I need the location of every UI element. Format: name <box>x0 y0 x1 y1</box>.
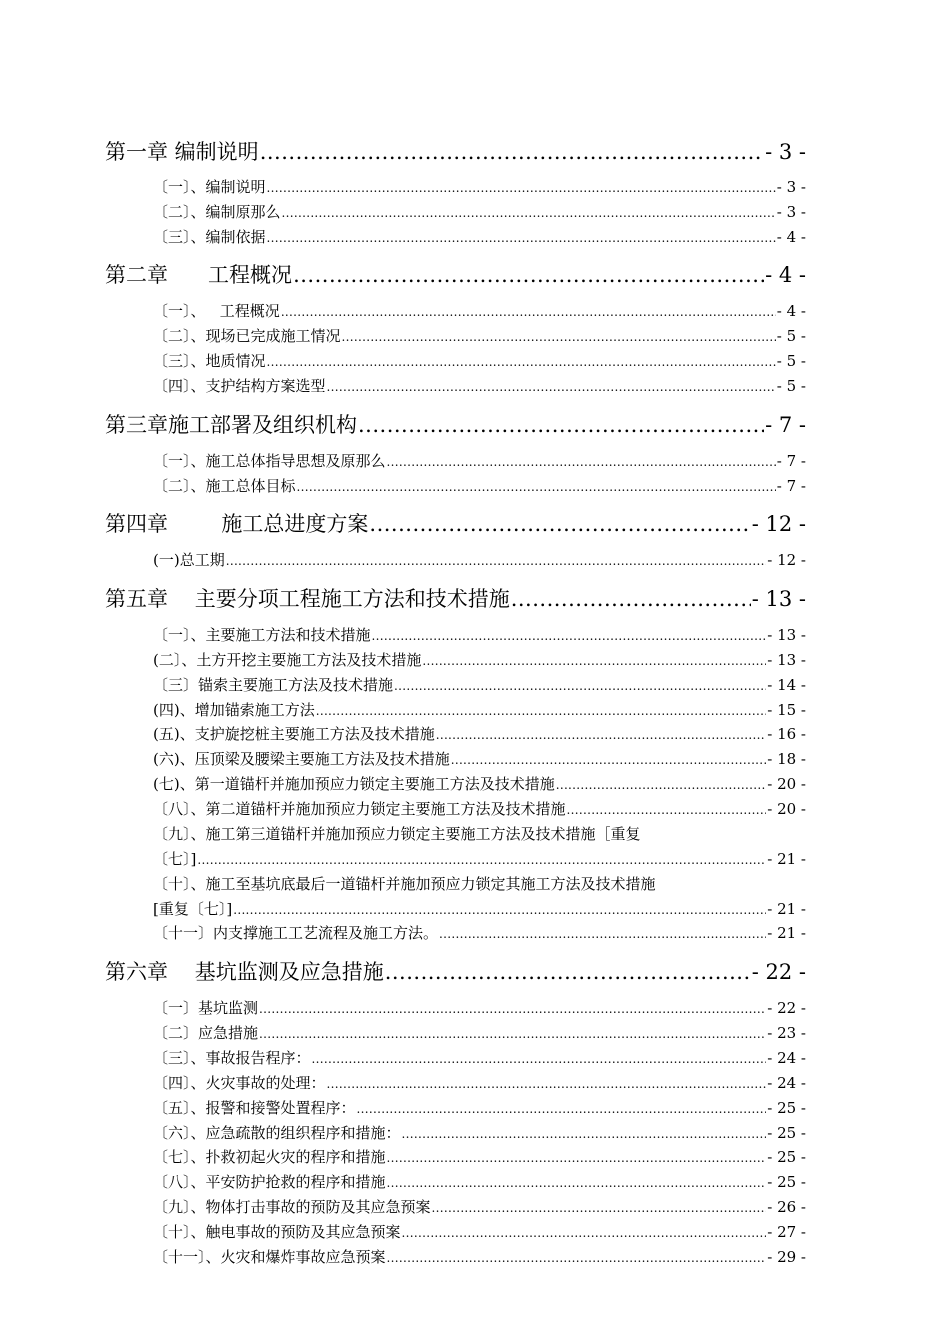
toc-chapter-3[interactable] <box>105 409 806 439</box>
chapter-page-number: - 12 - <box>751 512 806 536</box>
entry-title: (四)、增加锚索施工方法 <box>153 701 315 719</box>
entry-title: (五)、支护旋挖桩主要施工方法及技术措施 <box>153 725 435 743</box>
dot-leader <box>567 803 767 817</box>
toc-entry[interactable] <box>153 1122 806 1144</box>
entry-page-number: - 4 - <box>776 228 806 246</box>
entry-page-number: - 13 - <box>767 651 806 669</box>
toc-entry[interactable] <box>153 176 806 198</box>
dot-leader <box>387 1251 767 1265</box>
entry-page-number: - 25 - <box>767 1124 806 1142</box>
toc-chapter-4[interactable] <box>105 508 806 538</box>
chapter-title: 第六章 基坑监测及应急措施 <box>105 960 384 984</box>
dot-leader <box>394 679 766 693</box>
entry-title: 〔八〕、第二道锚杆并施加预应力锁定主要施工方法及技术措施 <box>153 800 566 818</box>
toc-chapter-1[interactable] <box>105 136 806 166</box>
entry-title: (六)、压顶梁及腰梁主要施工方法及技术措施 <box>153 750 450 768</box>
toc-entry[interactable] <box>153 922 806 944</box>
entry-title: 〔三〕、事故报告程序： <box>153 1049 311 1067</box>
toc-entry[interactable] <box>153 1246 806 1268</box>
chapter-title: 第三章施工部署及组织机构 <box>105 413 357 437</box>
entry-page-number: - 25 - <box>767 1148 806 1166</box>
entry-title: 〔一〕基坑监测 <box>153 999 259 1017</box>
entry-title: 〔七〕、扑救初起火灾的程序和措施 <box>153 1148 386 1166</box>
toc-entry[interactable] <box>153 1171 806 1193</box>
entry-title: 〔二〕应急措施 <box>153 1024 259 1042</box>
dot-leader <box>511 587 751 611</box>
dot-leader <box>297 480 776 494</box>
entry-title: 〔九〕、物体打击事故的预防及其应急预案 <box>153 1198 431 1216</box>
entry-title: 〔五〕、报警和接警处置程序： <box>153 1099 356 1117</box>
dot-leader <box>226 554 767 568</box>
dot-leader <box>387 455 776 469</box>
dot-leader <box>267 355 776 369</box>
dot-leader <box>260 140 764 164</box>
toc-entry[interactable] <box>153 549 806 571</box>
toc-entry[interactable] <box>153 450 806 472</box>
entry-page-number: - 24 - <box>767 1049 806 1067</box>
entry-page-number: - 18 - <box>767 750 806 768</box>
dot-leader <box>358 413 764 437</box>
entry-page-number: - 22 - <box>767 999 806 1017</box>
dot-leader <box>451 753 767 767</box>
chapter-page-number: - 4 - <box>765 263 806 287</box>
chapter-title: 第四章 施工总进度方案 <box>105 512 369 536</box>
entry-title: 〔十一〕、火灾和爆炸事故应急预案 <box>153 1248 386 1266</box>
toc-entry[interactable] <box>153 1097 806 1119</box>
dot-leader <box>259 1002 766 1016</box>
chapter-title: 第二章 工程概况 <box>105 263 293 287</box>
chapter-page-number: - 3 - <box>765 140 806 164</box>
chapter-page-number: - 7 - <box>765 413 806 437</box>
dot-leader <box>372 629 767 643</box>
entry-page-number: - 5 - <box>776 352 806 370</box>
toc-entry[interactable] <box>153 773 806 795</box>
entry-title: 〔一〕、施工总体指导思想及原那么 <box>153 452 386 470</box>
dot-leader <box>267 231 776 245</box>
entry-title: 〔一〕、 工程概况 <box>153 302 280 320</box>
entry-page-number: - 7 - <box>776 452 806 470</box>
entry-title: 〔四〕、火灾事故的处理： <box>153 1074 326 1092</box>
dot-leader <box>312 1052 767 1066</box>
entry-title: 〔六〕、应急疏散的组织程序和措施： <box>153 1124 401 1142</box>
dot-leader <box>357 1102 767 1116</box>
chapter-title: 第一章 编制说明 <box>105 140 259 164</box>
dot-leader <box>327 380 776 394</box>
toc-entry[interactable] <box>153 1221 806 1243</box>
toc-entry[interactable] <box>153 898 806 920</box>
toc-entry[interactable] <box>153 748 806 770</box>
toc-entry[interactable] <box>153 699 806 721</box>
dot-leader <box>369 512 750 536</box>
entry-page-number: - 12 - <box>767 551 806 569</box>
dot-leader <box>402 1127 767 1141</box>
entry-page-number: - 26 - <box>767 1198 806 1216</box>
toc-chapter-5[interactable] <box>105 583 806 613</box>
entry-title: 〔十一〕内支撑施工工艺流程及施工方法。 <box>153 924 439 942</box>
entry-page-number: - 13 - <box>767 626 806 644</box>
entry-title: 〔四〕、支护结构方案选型 <box>153 377 326 395</box>
toc-entry[interactable] <box>153 226 806 248</box>
toc-entry[interactable] <box>153 475 806 497</box>
entry-title: 〔三〕、编制依据 <box>153 228 266 246</box>
entry-title-line-2: [重复〔七〕] <box>153 900 233 918</box>
dot-leader <box>387 1151 767 1165</box>
entry-title: 〔一〕、编制说明 <box>153 178 266 196</box>
dot-leader <box>432 1201 767 1215</box>
entry-page-number: - 3 - <box>776 178 806 196</box>
entry-page-number: - 3 - <box>776 203 806 221</box>
dot-leader <box>233 903 766 917</box>
toc-chapter-2[interactable] <box>105 259 806 289</box>
entry-page-number: - 20 - <box>767 800 806 818</box>
entry-page-number: - 15 - <box>767 701 806 719</box>
dot-leader <box>387 1176 767 1190</box>
toc-chapter-6[interactable] <box>105 956 806 986</box>
entry-title: 〔二〕、编制原那么 <box>153 203 281 221</box>
entry-page-number: - 5 - <box>776 377 806 395</box>
dot-leader <box>327 1077 767 1091</box>
toc-entry[interactable] <box>153 325 806 347</box>
dot-leader <box>436 728 767 742</box>
toc-entry[interactable] <box>153 201 806 223</box>
toc-entry[interactable] <box>153 300 806 322</box>
dot-leader <box>385 960 751 984</box>
entry-title-line-2: 〔七〕] <box>153 850 197 868</box>
entry-page-number: - 29 - <box>767 1248 806 1266</box>
entry-page-number: - 21 - <box>767 850 806 868</box>
entry-page-number: - 25 - <box>767 1173 806 1191</box>
dot-leader <box>293 263 764 287</box>
toc-entry[interactable] <box>153 798 806 820</box>
toc-entry[interactable] <box>153 674 806 696</box>
toc-entry[interactable] <box>153 624 806 646</box>
entry-page-number: - 25 - <box>767 1099 806 1117</box>
entry-title-line-1[interactable]: 〔十〕、施工至基坑底最后一道锚杆并施加预应力锁定其施工方法及技术措施 <box>153 875 656 893</box>
dot-leader <box>282 206 776 220</box>
entry-title-line-1[interactable]: 〔九〕、施工第三道锚杆并施加预应力锁定主要施工方法及技术措施［重复 <box>153 825 641 843</box>
entry-title: 〔一〕、主要施工方法和技术措施 <box>153 626 371 644</box>
entry-page-number: - 7 - <box>776 477 806 495</box>
entry-page-number: - 5 - <box>776 327 806 345</box>
entry-page-number: - 23 - <box>767 1024 806 1042</box>
dot-leader <box>259 1027 766 1041</box>
dot-leader <box>281 305 776 319</box>
entry-page-number: - 24 - <box>767 1074 806 1092</box>
entry-title: (二〕、土方开挖主要施工方法及技术措施 <box>153 651 422 669</box>
toc-entry[interactable] <box>153 649 806 671</box>
entry-page-number: - 4 - <box>776 302 806 320</box>
entry-page-number: - 14 - <box>767 676 806 694</box>
entry-title: 〔三〕锚索主要施工方法及技术措施 <box>153 676 394 694</box>
entry-title: 〔十〕、触电事故的预防及其应急预案 <box>153 1223 401 1241</box>
dot-leader <box>267 181 776 195</box>
chapter-page-number: - 22 - <box>751 960 806 984</box>
dot-leader <box>197 853 766 867</box>
dot-leader <box>422 654 766 668</box>
toc-entry[interactable] <box>153 1146 806 1168</box>
entry-page-number: - 21 - <box>767 924 806 942</box>
dot-leader <box>402 1226 767 1240</box>
dot-leader <box>556 778 767 792</box>
dot-leader <box>342 330 776 344</box>
entry-page-number: - 27 - <box>767 1223 806 1241</box>
entry-title: 〔二〕、施工总体目标 <box>153 477 296 495</box>
toc-entry[interactable] <box>153 848 806 870</box>
toc-entry[interactable] <box>153 375 806 397</box>
chapter-page-number: - 13 - <box>751 587 806 611</box>
toc-entry[interactable] <box>153 350 806 372</box>
toc-entry[interactable] <box>153 1047 806 1069</box>
toc-entry[interactable] <box>153 1196 806 1218</box>
chapter-title: 第五章 主要分项工程施工方法和技术措施 <box>105 587 510 611</box>
entry-title: (七)、第一道锚杆并施加预应力锁定主要施工方法及技术措施 <box>153 775 555 793</box>
entry-page-number: - 21 - <box>767 900 806 918</box>
entry-page-number: - 20 - <box>767 775 806 793</box>
toc-entry[interactable] <box>153 1072 806 1094</box>
toc-entry[interactable] <box>153 997 806 1019</box>
entry-title: (一)总工期 <box>153 551 225 569</box>
toc-entry[interactable] <box>153 723 806 745</box>
entry-title: 〔三〕、地质情况 <box>153 352 266 370</box>
entry-title: 〔八〕、平安防护抢救的程序和措施 <box>153 1173 386 1191</box>
dot-leader <box>439 927 766 941</box>
entry-page-number: - 16 - <box>767 725 806 743</box>
toc-entry[interactable] <box>153 1022 806 1044</box>
dot-leader <box>316 704 767 718</box>
entry-title: 〔二〕、现场已完成施工情况 <box>153 327 341 345</box>
